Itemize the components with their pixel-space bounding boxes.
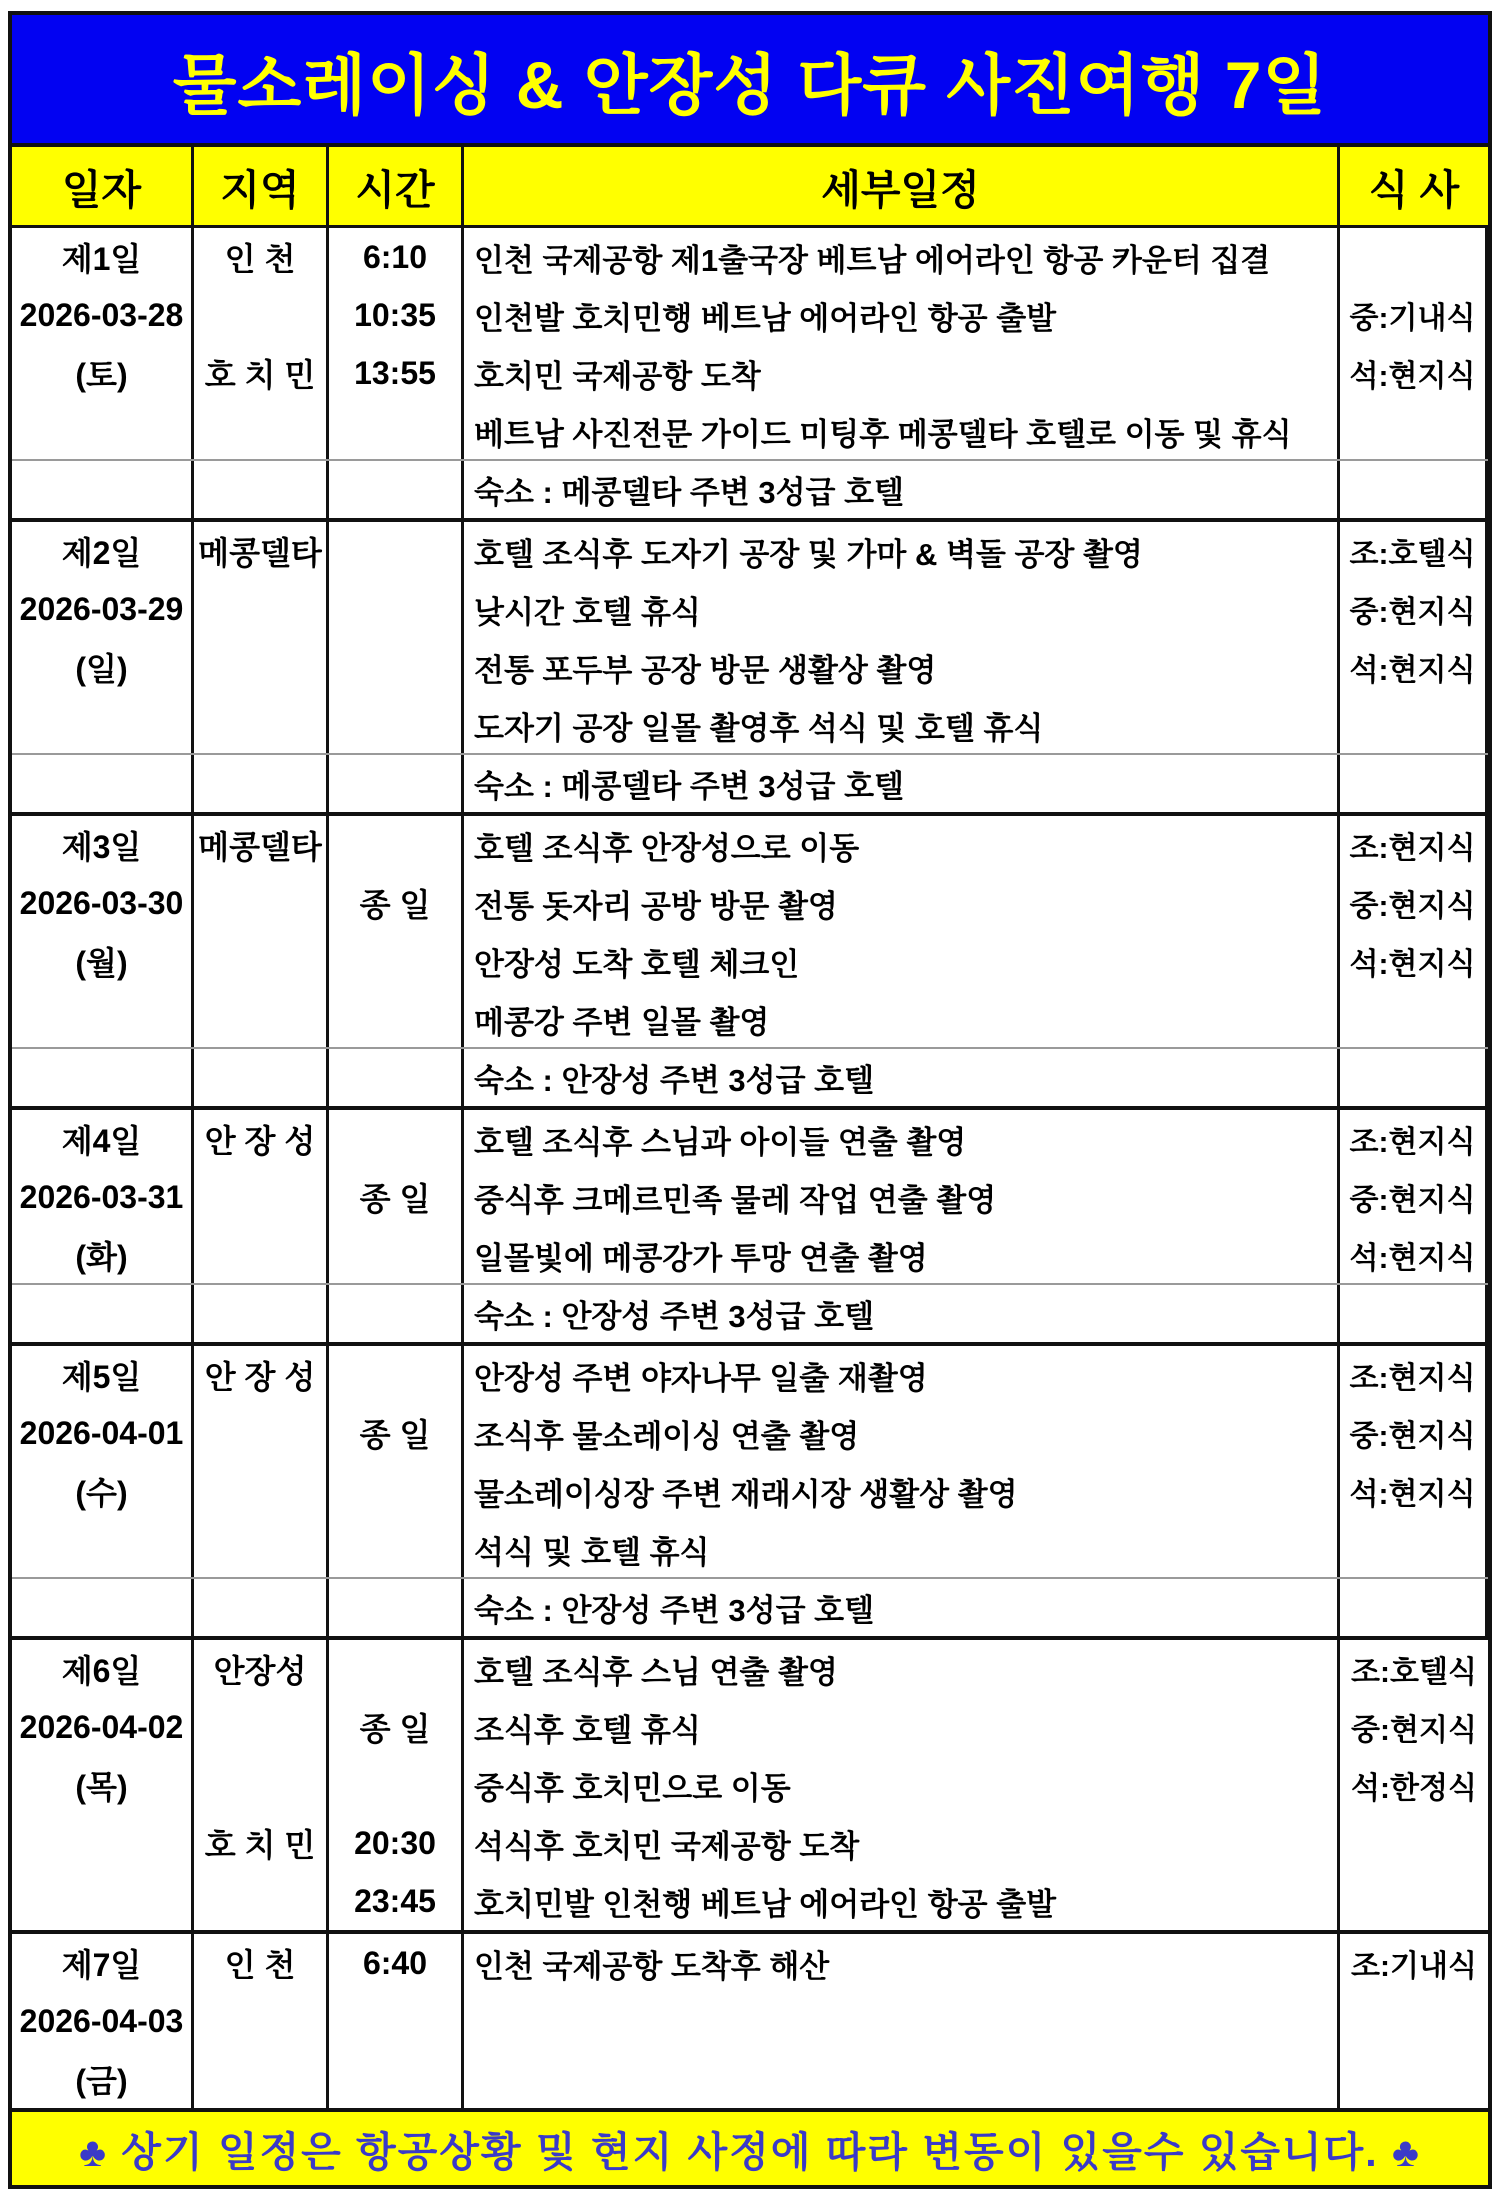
- region-text: 인 천: [224, 1947, 296, 1983]
- itinerary-text: 인천 국제공항 제1출국장 베트남 에어라인 항공 카운터 집결: [474, 242, 1271, 278]
- day-number-label: 제1일: [61, 241, 142, 277]
- itinerary-text: 안장성 도착 호텔 체크인: [474, 946, 800, 982]
- itinerary-text: [464, 1992, 1337, 2050]
- day-block: [12, 1640, 1488, 1934]
- meal-text: [1340, 1992, 1488, 2050]
- day-weekday: (월): [75, 945, 128, 981]
- meal-text: 조:현지식: [1349, 1362, 1476, 1395]
- day-block: [12, 228, 1488, 522]
- time-text: [329, 816, 461, 874]
- lodging-separator-line: [12, 459, 1488, 461]
- day-date: 2026-03-29: [19, 590, 184, 627]
- detail-column: [464, 1640, 1340, 1930]
- region-text: 인 천: [224, 241, 296, 277]
- table-frame: [8, 11, 1492, 2189]
- meal-column: [1340, 1110, 1488, 1342]
- day-date: 2026-03-31: [19, 1178, 184, 1215]
- time-text: 종 일: [359, 1711, 431, 1747]
- region-text: [194, 932, 326, 990]
- time-text: [329, 2050, 461, 2108]
- day-date: 2026-04-02: [19, 1708, 184, 1745]
- time-text: 6:10: [362, 238, 428, 275]
- meal-text: 중:현지식: [1349, 890, 1476, 923]
- meal-text: [1340, 990, 1485, 1048]
- meal-text: 석:한정식: [1351, 1772, 1477, 1805]
- meal-text: 석:현지식: [1349, 1478, 1476, 1511]
- date-column: [12, 816, 194, 1106]
- meal-column: [1340, 522, 1488, 812]
- time-text: [329, 1578, 461, 1636]
- date-column: [12, 1934, 194, 2108]
- detail-column: [464, 228, 1340, 518]
- day-date: 2026-04-03: [19, 2002, 184, 2039]
- meal-text: 석:현지식: [1349, 360, 1476, 393]
- detail-column: [464, 816, 1340, 1106]
- itinerary-text: 일몰빛에 메콩강가 투망 연출 촬영: [474, 1240, 928, 1276]
- region-text: [194, 460, 326, 518]
- day-weekday: (금): [75, 2063, 128, 2099]
- time-column: [329, 522, 464, 812]
- meal-text: 중:현지식: [1349, 1184, 1476, 1217]
- region-text: [194, 286, 326, 344]
- column-header-itinerary: 세부일정: [464, 147, 1340, 225]
- itinerary-text: 호치민 국제공항 도착: [474, 358, 761, 394]
- itinerary-text: 베트남 사진전문 가이드 미팅후 메콩델타 호텔로 이동 및 휴식: [474, 416, 1292, 452]
- day-number-label: 제4일: [61, 1123, 142, 1159]
- day-block: [12, 1346, 1488, 1640]
- detail-column: [464, 522, 1340, 812]
- time-column: [329, 1346, 464, 1636]
- region-text: [194, 1756, 326, 1814]
- region-text: [194, 754, 326, 812]
- region-text: [194, 1168, 326, 1226]
- itinerary-text: 메콩강 주변 일몰 촬영: [474, 1004, 770, 1040]
- day-number-label: 제2일: [61, 535, 142, 571]
- itinerary-text: 중식후 호치민으로 이동: [474, 1770, 791, 1806]
- lodging-separator-line: [12, 1047, 1488, 1049]
- date-column: [12, 522, 194, 812]
- time-text: 종 일: [359, 1417, 431, 1453]
- footer-note: ♣ 상기 일정은 항공상황 및 현지 사정에 따라 변동이 있을수 있습니다. ♣: [79, 2129, 1421, 2175]
- meal-column: [1340, 1346, 1488, 1636]
- time-text: [329, 522, 461, 580]
- lodging-text: 숙소 : 메콩델타 주변 3성급 호텔: [474, 474, 904, 510]
- meal-text: [1340, 228, 1485, 286]
- date-column: [12, 1640, 194, 1930]
- date-column: [12, 228, 194, 518]
- time-text: [329, 1640, 461, 1698]
- date-column: [12, 1110, 194, 1342]
- time-text: 종 일: [359, 1181, 431, 1217]
- region-column: [194, 1346, 329, 1636]
- region-text: [194, 1698, 326, 1756]
- lodging-separator-line: [12, 1577, 1488, 1579]
- itinerary-text: 전통 돗자리 공방 방문 촬영: [474, 888, 838, 924]
- table-body: [12, 228, 1488, 2112]
- meal-text: [1340, 2050, 1488, 2108]
- meal-text: 조:호텔식: [1351, 1656, 1477, 1689]
- region-column: [194, 1110, 329, 1342]
- region-text: 안 장 성: [204, 1359, 316, 1395]
- time-column: [329, 1640, 464, 1930]
- time-text: 20:30: [354, 1824, 436, 1861]
- itinerary-text: [464, 2050, 1337, 2108]
- column-header-meal: 식 사: [1368, 166, 1460, 213]
- region-text: [194, 1048, 326, 1106]
- time-text: [329, 1346, 461, 1404]
- meal-text: 중:현지식: [1349, 1420, 1476, 1453]
- day-block: [12, 1110, 1488, 1346]
- time-text: 10:35: [354, 296, 436, 333]
- day-weekday: (토): [75, 357, 128, 393]
- region-text: [194, 1578, 326, 1636]
- itinerary-text: 조식후 물소레이싱 연출 촬영: [474, 1418, 860, 1454]
- region-text: [194, 402, 326, 460]
- column-header-date: 일자: [12, 147, 194, 225]
- day-number-label: 제6일: [61, 1653, 142, 1689]
- day-block: [12, 1934, 1488, 2112]
- itinerary-text: 호텔 조식후 스님 연출 촬영: [474, 1654, 838, 1690]
- day-weekday: (일): [75, 651, 128, 687]
- detail-column: [464, 1346, 1340, 1636]
- time-text: [329, 1226, 461, 1284]
- time-column: [329, 1934, 464, 2108]
- time-text: [329, 990, 461, 1048]
- meal-text: [1340, 1814, 1488, 1872]
- meal-column: [1340, 1934, 1488, 2108]
- time-text: [329, 460, 461, 518]
- region-text: [194, 1992, 326, 2050]
- day-block: [12, 816, 1488, 1110]
- time-text: [329, 1110, 461, 1168]
- time-text: [329, 754, 461, 812]
- meal-text: [1340, 754, 1485, 812]
- meal-text: [1340, 402, 1485, 460]
- day-number-label: 제3일: [61, 829, 142, 865]
- itinerary-text: 호텔 조식후 스님과 아이들 연출 촬영: [474, 1124, 967, 1160]
- lodging-text: 숙소 : 안장성 주변 3성급 호텔: [474, 1592, 875, 1628]
- itinerary-text: 도자기 공장 일몰 촬영후 석식 및 호텔 휴식: [474, 710, 1044, 746]
- meal-column: [1340, 1640, 1488, 1930]
- time-text: [329, 696, 461, 754]
- time-text: 종 일: [359, 887, 431, 923]
- detail-column: [464, 1934, 1340, 2108]
- day-block: [12, 522, 1488, 816]
- region-text: [194, 1462, 326, 1520]
- time-text: [329, 1048, 461, 1106]
- time-text: [329, 638, 461, 696]
- region-text: [194, 874, 326, 932]
- meal-text: 조:호텔식: [1349, 538, 1476, 571]
- lodging-text: 숙소 : 안장성 주변 3성급 호텔: [474, 1062, 875, 1098]
- meal-text: [1340, 460, 1485, 518]
- meal-text: [1340, 1872, 1488, 1930]
- time-text: 6:40: [362, 1944, 428, 1981]
- itinerary-text: 안장성 주변 야자나무 일출 재촬영: [474, 1360, 928, 1396]
- time-text: 23:45: [354, 1882, 436, 1919]
- meal-text: 석:현지식: [1349, 1242, 1476, 1275]
- detail-column: [464, 1110, 1340, 1342]
- region-text: [194, 1404, 326, 1462]
- region-text: 호 치 민: [204, 357, 316, 393]
- meal-text: 중:기내식: [1349, 302, 1476, 335]
- region-text: [194, 638, 326, 696]
- region-text: [194, 696, 326, 754]
- column-header-time: 시간: [329, 147, 464, 225]
- meal-text: 석:현지식: [1349, 948, 1476, 981]
- time-text: [329, 1284, 461, 1342]
- date-column: [12, 1346, 194, 1636]
- time-text: [329, 1520, 461, 1578]
- time-column: [329, 816, 464, 1106]
- region-text: 호 치 민: [204, 1827, 316, 1863]
- region-text: 메콩델타: [198, 829, 322, 865]
- meal-text: 조:현지식: [1349, 832, 1476, 865]
- column-header-region: 지역: [194, 147, 329, 225]
- region-column: [194, 228, 329, 518]
- itinerary-text: 호텔 조식후 도자기 공장 및 가마 & 벽돌 공장 촬영: [474, 536, 1143, 572]
- region-text: 메콩델타: [198, 535, 322, 571]
- time-text: [329, 932, 461, 990]
- day-date: 2026-04-01: [19, 1414, 184, 1451]
- region-text: [194, 990, 326, 1048]
- lodging-separator-line: [12, 753, 1488, 755]
- region-text: 안장성: [213, 1653, 307, 1689]
- itinerary-text: 전통 포두부 공장 방문 생활상 촬영: [474, 652, 937, 688]
- title-banner: [12, 15, 1488, 147]
- time-text: [329, 580, 461, 638]
- region-text: [194, 1872, 326, 1930]
- region-text: [194, 1520, 326, 1578]
- day-weekday: (화): [75, 1239, 128, 1275]
- meal-column: [1340, 228, 1488, 518]
- meal-text: 중:현지식: [1351, 1714, 1477, 1747]
- itinerary-text: 물소레이싱장 주변 재래시장 생활상 촬영: [474, 1476, 1018, 1512]
- itinerary-text: 낮시간 호텔 휴식: [474, 594, 701, 630]
- day-date: 2026-03-30: [19, 884, 184, 921]
- itinerary-text: 호치민발 인천행 베트남 에어라인 항공 출발: [474, 1886, 1057, 1922]
- region-column: [194, 1934, 329, 2108]
- meal-text: 조:기내식: [1351, 1950, 1477, 1983]
- itinerary-text: 인천발 호치민행 베트남 에어라인 항공 출발: [474, 300, 1057, 336]
- time-column: [329, 228, 464, 518]
- meal-text: 중:현지식: [1349, 596, 1476, 629]
- day-number-label: 제7일: [61, 1947, 142, 1983]
- itinerary-text: 석식후 호치민 국제공항 도착: [474, 1828, 860, 1864]
- itinerary-text: 석식 및 호텔 휴식: [474, 1534, 710, 1570]
- time-column: [329, 1110, 464, 1342]
- meal-text: [1340, 1578, 1485, 1636]
- region-text: [194, 580, 326, 638]
- region-column: [194, 522, 329, 812]
- region-text: [194, 2050, 326, 2108]
- itinerary-text: 호텔 조식후 안장성으로 이동: [474, 830, 860, 866]
- itinerary-text: 인천 국제공항 도착후 해산: [474, 1948, 830, 1984]
- region-text: 안 장 성: [204, 1123, 316, 1159]
- region-column: [194, 1640, 329, 1930]
- day-date: 2026-03-28: [19, 296, 184, 333]
- meal-text: 석:현지식: [1349, 654, 1476, 687]
- lodging-text: 숙소 : 메콩델타 주변 3성급 호텔: [474, 768, 904, 804]
- region-text: [194, 1226, 326, 1284]
- day-weekday: (수): [75, 1475, 128, 1511]
- itinerary-text: 조식후 호텔 휴식: [474, 1712, 701, 1748]
- lodging-separator-line: [12, 1283, 1488, 1285]
- region-column: [194, 816, 329, 1106]
- meal-text: 조:현지식: [1349, 1126, 1476, 1159]
- time-text: [329, 1756, 461, 1814]
- footer-banner: [12, 2112, 1488, 2185]
- time-text: [329, 1462, 461, 1520]
- day-weekday: (목): [75, 1769, 128, 1805]
- meal-column: [1340, 816, 1488, 1106]
- page-title: 물소레이싱 & 안장성 다큐 사진여행 7일: [172, 47, 1328, 122]
- meal-text: [1340, 1048, 1485, 1106]
- time-text: [329, 402, 461, 460]
- itinerary-text: 중식후 크메르민족 물레 작업 연출 촬영: [474, 1182, 997, 1218]
- meal-text: [1340, 1284, 1485, 1342]
- table-header-row: [12, 147, 1488, 228]
- time-text: 13:55: [354, 354, 436, 391]
- meal-text: [1340, 696, 1485, 754]
- day-number-label: 제5일: [61, 1359, 142, 1395]
- meal-text: [1340, 1520, 1485, 1578]
- region-text: [194, 1284, 326, 1342]
- lodging-text: 숙소 : 안장성 주변 3성급 호텔: [474, 1298, 875, 1334]
- time-text: [329, 1992, 461, 2050]
